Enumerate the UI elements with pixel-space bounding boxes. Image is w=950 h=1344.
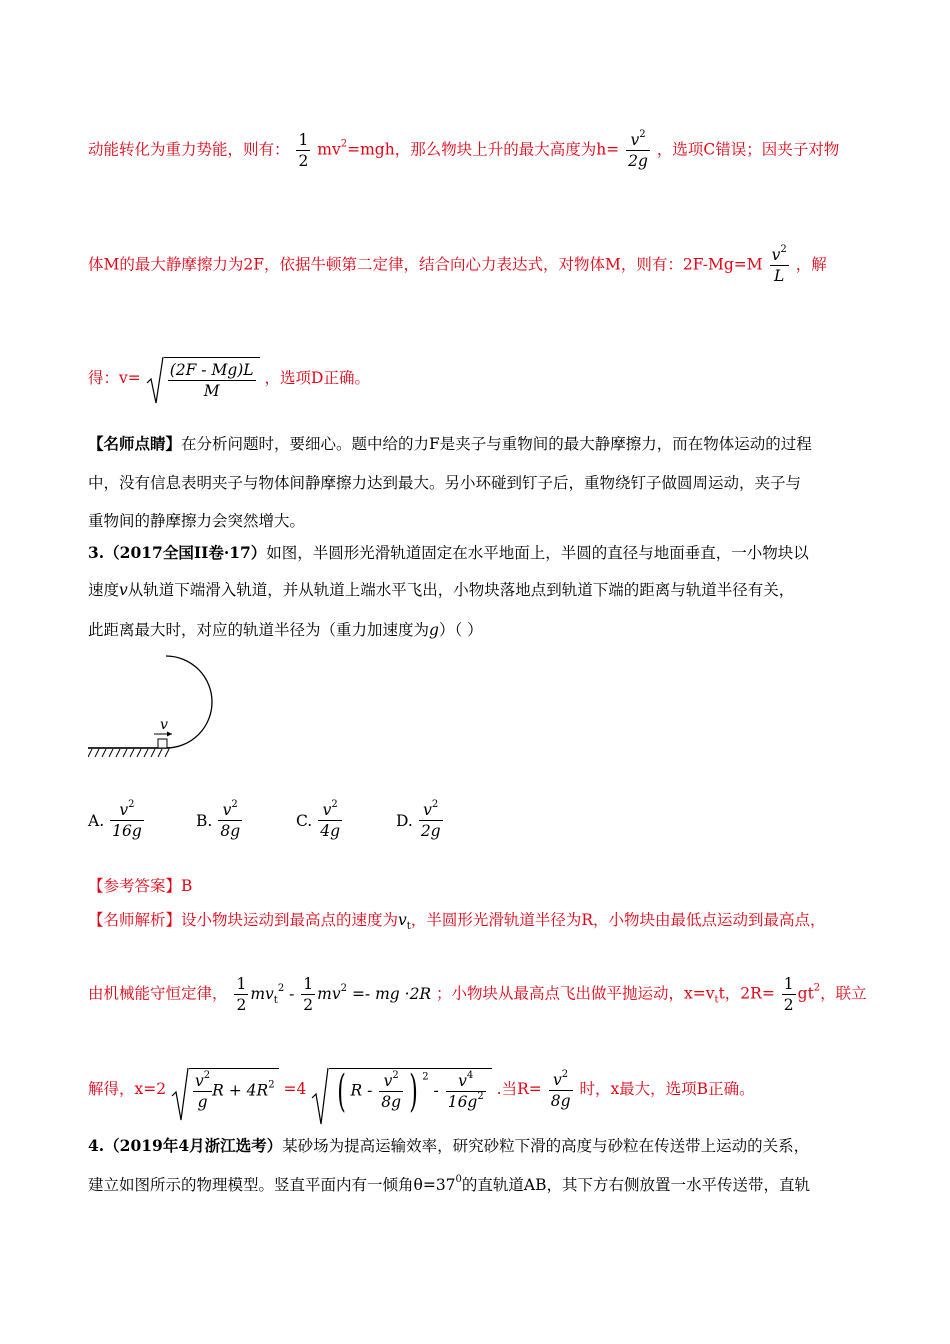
sqrt-1: $\frac{v^2}{g}$ $R + 4R^2$	[171, 1068, 279, 1112]
tip-line-3: 重物间的静摩擦力会突然增大。	[88, 512, 306, 530]
analysis-line-2: 体M的最大静摩擦力为2F，依据牛顿第二定律，结合向心力表达式，对物体M，则有：2F-Mg=M $\frac{v^2}{L}$ ，解	[88, 244, 827, 285]
fraction-half: $\frac{1}{2}$	[298, 131, 309, 170]
analysis-q3-line-1: 【名师解析】设小物块运动到最高点的速度为$v_t$，半圆形光滑轨道半径为R，小物块由最低点运动到最高点，	[88, 911, 826, 932]
option-b[interactable]: B. $\frac{v^2}{8g}$	[196, 799, 241, 840]
fraction-v2-L: $\frac{v^2}{L}$	[771, 244, 787, 285]
semicircle-track-figure	[88, 650, 228, 765]
fraction-v2-2g: $\frac{v^2}{2g}$	[628, 129, 648, 170]
q3-line-1: 3.（2017全国II卷·17）如图，半圆形光滑轨道固定在水平地面上，半圆的直径与地面垂直，一小物块以	[88, 543, 809, 562]
tip-line-1: 【名师点睛】在分析问题时，要细心。题中给的力F是夹子与重物间的最大静摩擦力，而在物体运动的过程	[88, 434, 812, 453]
reference-answer: 【参考答案】B	[88, 877, 193, 895]
q3-line-2: 速度v从轨道下端滑入轨道，并从轨道上端水平飞出，小物块落地点到轨道下端的距离与轨道半径有关，	[88, 581, 795, 599]
analysis-q3-line-3: 解得，x=2 $\frac{v^2}{g}$ $R + 4R^2 =4$ ( R - $\frac{v^2}{8g}$ ) $^2$ - $\frac{v^4}{16g^2}$ .当R= $\frac{v^2}{8g}$ 时，x最大，选项B正确。	[88, 1068, 755, 1112]
q4-line-1: 4.（2019年4月浙江选考）某砂场为提高运输效率，研究砂粒下滑的高度与砂粒在传送带上运动的关系，	[88, 1136, 810, 1155]
velocity-label: v	[160, 717, 168, 733]
q4-line-2: 建立如图所示的物理模型。竖直平面内有一倾角$\theta=37^0$的直轨道AB，其下方右侧放置一水平传送带，直轨	[88, 1174, 811, 1194]
option-c[interactable]: C. $\frac{v^2}{4g}$	[296, 799, 341, 840]
analysis-line-1: 动能转化为重力势能，则有： $\frac{1}{2}$ $mv^2=mgh$，那么物块上升的最大高度为h= $\frac{v^2}{2g}$ ，选项C错误；因夹子对物	[88, 129, 840, 170]
option-d[interactable]: D. $\frac{v^2}{2g}$	[396, 799, 441, 840]
tip-line-2: 中，没有信息表明夹子与物体间静摩擦力达到最大。另小环碰到钉子后，重物绕钉子做圆周运动，夹子与	[88, 474, 802, 492]
analysis-line-3: 得：v= $\frac{(2F - Mg)L}{M}$ ，选项D正确。	[88, 357, 370, 401]
sqrt-2: ( R - $\frac{v^2}{8g}$ ) $^2$ - $\frac{v^4}{16g^2}$	[311, 1068, 491, 1112]
sqrt-expression: $\frac{(2F - Mg)L}{M}$	[146, 357, 260, 401]
analysis-q3-line-2: 由机械能守恒定律， $\frac{1}{2}$ $mv_t^2$ - $\frac{1}{2}$ $mv^2$ =- mg ·2R ；小物块从最高点飞出做平抛运动，$x=v_tt$，2R= $\frac{1}{2}$ $gt^2$，联立	[88, 975, 867, 1014]
option-a[interactable]: A. $\frac{v^2}{16g}$	[88, 799, 142, 840]
q3-line-3: 此距离最大时，对应的轨道半径为（重力加速度为g）（ ）	[88, 621, 483, 639]
